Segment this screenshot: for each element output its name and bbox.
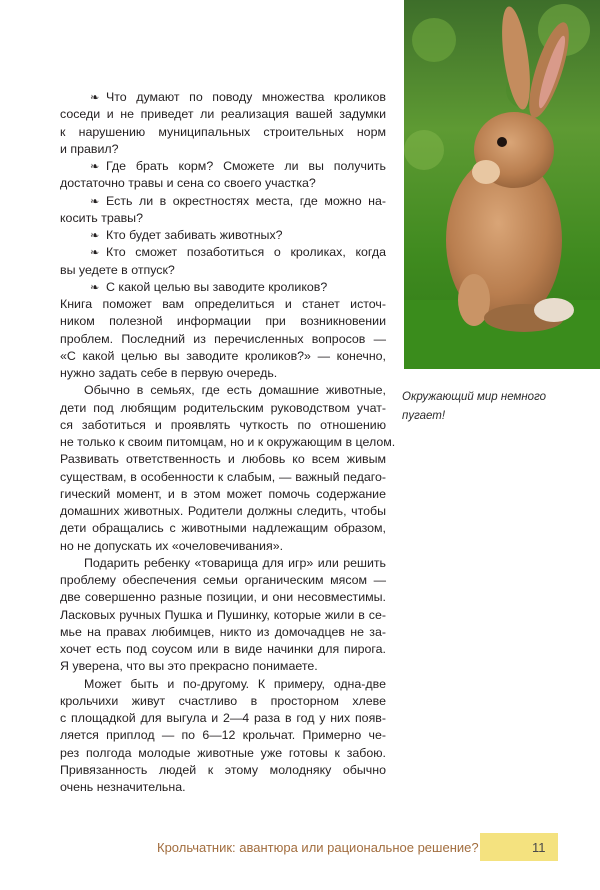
text-line: мье на правах любимцев, никто из домочадцев не за-	[60, 624, 386, 639]
running-title: Крольчатник: авантюра или рациональное решение?	[157, 840, 479, 855]
text-line: вы уедете в отпуск?	[60, 262, 175, 277]
rabbit-photo	[404, 0, 600, 369]
question-item: ❧ Что думают по поводу множества кроликов	[60, 89, 386, 106]
text-line: Привязанность людей к этому молодняку обычно	[60, 762, 386, 777]
text-line: существам, в особенности к слабым, — важный педаго-	[60, 469, 386, 484]
question-item: ❧ Есть ли в окрестностях места, где можно на-	[60, 193, 386, 210]
text-line: Ласковых ручных Пушка и Пушинку, которые жили в се-	[60, 607, 386, 622]
text-line: проблем. Последний из перечисленных вопросов —	[60, 331, 386, 346]
rabbit-illustration	[404, 0, 600, 369]
text-line: но не допускать их «очеловечивания».	[60, 538, 284, 553]
text-line: нужно задать себе в первую очередь.	[60, 366, 278, 380]
text-line: Подарить ребенку «товарища для игр» или решить	[84, 555, 386, 570]
bullet-icon: ❧	[90, 247, 100, 260]
text-line: очень незначительна.	[60, 780, 186, 794]
text-line: Развивать ответственность и любовь ко всем живым	[60, 452, 386, 467]
text-line: проблему обеспечения семьи органическим мясом —	[60, 573, 386, 587]
text-line: ником полезной информации при возникновении	[60, 314, 386, 329]
main-text	[60, 89, 396, 796]
text-line: Книга поможет вам определиться и станет источ-	[60, 297, 386, 311]
bullet-icon: ❧	[90, 161, 100, 173]
question-item: ❧ С какой целью вы заводите кроликов?	[60, 279, 386, 296]
text-line: к нарушению муниципальных строительных норм	[60, 124, 386, 139]
text-line: ляется приплод — по 6—12 крольчат. Примерно че-	[60, 728, 386, 743]
photo-caption	[402, 388, 574, 426]
caption-line: пугает!	[402, 410, 446, 422]
text-line: ся заботиться и проявлять чуткость по отношению	[60, 417, 386, 432]
text-line: гический момент, и в этом может помочь содержание	[60, 486, 386, 501]
text-line: и правил?	[60, 141, 119, 156]
bullet-icon: ❧	[90, 230, 100, 242]
question-item: ❧ Кто сможет позаботиться о кроликах, когда	[60, 244, 386, 261]
bullet-icon: ❧	[90, 92, 100, 104]
text-line: достаточно травы и сена со своего участка?	[60, 176, 316, 191]
text-line: Я уверена, что вы это прекрасно понимаете.	[60, 659, 318, 674]
text-line: не только к своим питомцам, но и к окружающим в целом.	[60, 435, 396, 449]
question-item: ❧ Кто будет забивать животных?	[60, 227, 386, 244]
page-number: 11	[532, 840, 546, 855]
text-line: Обычно в семьях, где есть домашние животные,	[84, 383, 386, 398]
text-line: дети обращались с животными надлежащим образом,	[60, 521, 386, 536]
text-line: крольчихи живут счастливо в просторном хлеве	[60, 693, 386, 708]
text-line: Может быть и по-другому. К примеру, одна-две	[84, 676, 386, 691]
text-line: рез полгода молодые животные уже готовы к забою.	[60, 745, 386, 760]
bullet-icon: ❧	[90, 281, 100, 294]
text-line: две совершенно разные позиции, и они несовместимы.	[60, 590, 386, 605]
text-line: хочет есть под соусом или в виде начинки для пирога.	[60, 642, 386, 656]
text-line: «С какой целью вы заводите кроликов?» — конечно,	[60, 348, 386, 363]
text-line: косить травы?	[60, 210, 143, 225]
text-line: домашних животных. Родители должны следить, чтобы	[60, 504, 386, 518]
bullet-icon: ❧	[90, 195, 100, 208]
text-line: соседи и не приведет ли реализация вашей задумки	[60, 107, 386, 122]
caption-line: Окружающий мир немного	[402, 391, 547, 403]
question-item: ❧ Где брать корм? Сможете ли вы получить	[60, 158, 386, 175]
text-line: дети под любящим родительским руководством учат-	[60, 400, 386, 415]
text-line: с площадкой для выгула и 2—4 раза в год у них появ-	[60, 711, 386, 725]
